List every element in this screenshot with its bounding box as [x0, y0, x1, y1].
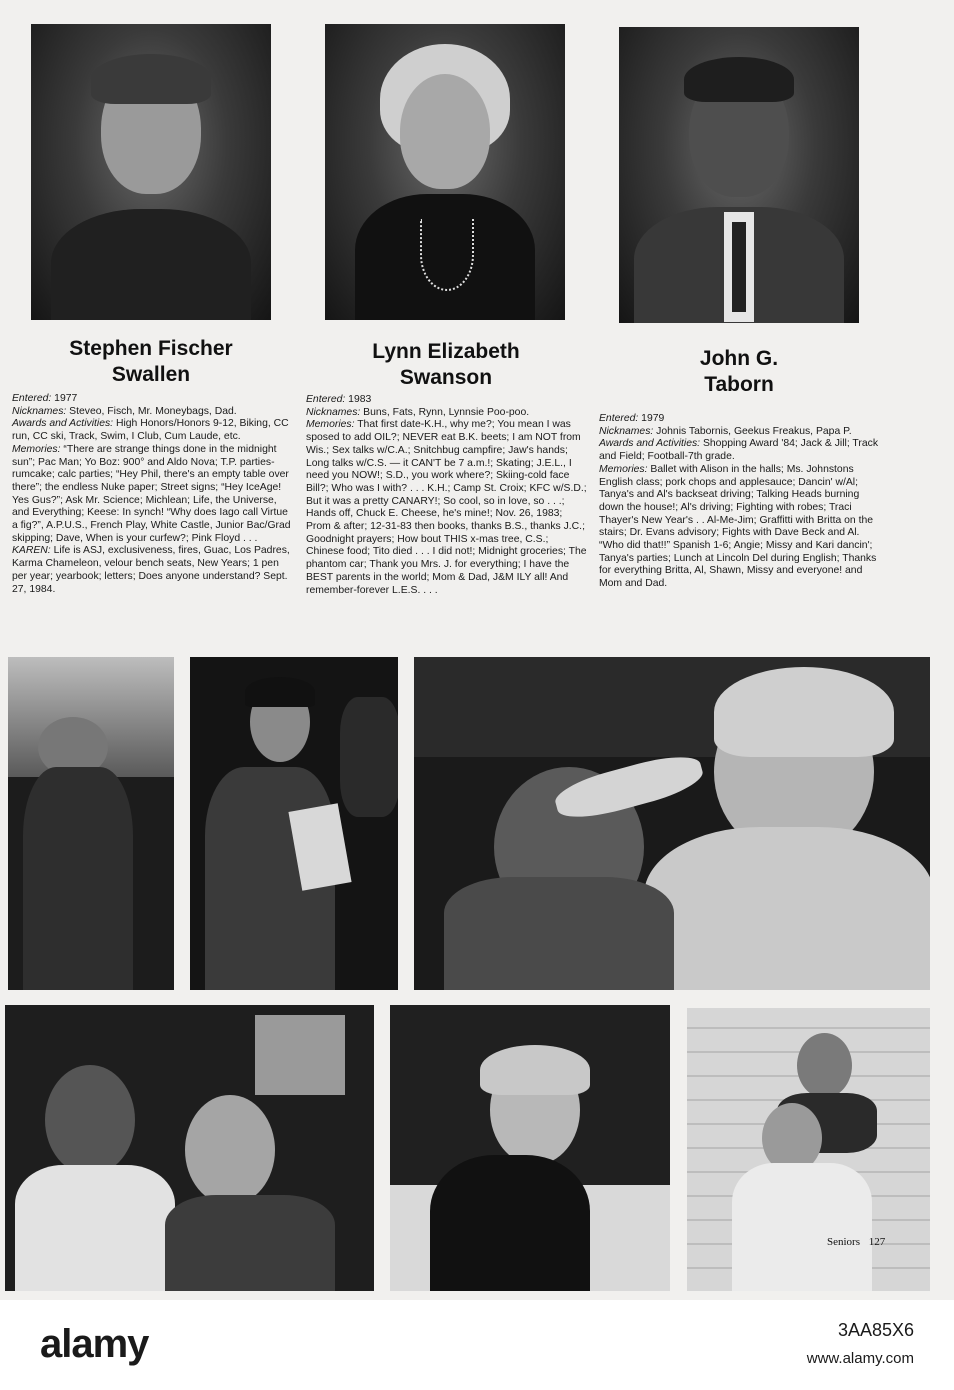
candid-photo-girl-covering-face	[414, 657, 930, 990]
bio-swallen	[12, 393, 294, 596]
student-name-swanson	[316, 339, 576, 391]
first-name: Lynn Elizabeth	[372, 340, 520, 363]
awards-line: Awards and Activities: High Honors/Honors 9-12, Biking, CC run, CC ski, Track, Swim, I Club, Cum Laude, etc.	[12, 418, 289, 443]
student-name-swallen	[31, 336, 271, 388]
bio-swanson	[306, 394, 588, 597]
first-name: Stephen Fischer	[69, 337, 233, 360]
awards-line: Awards and Activities: Shopping Award '84; Jack & Jill; Track and Field; Football-7th grade.	[599, 438, 879, 463]
entered-line: Entered: 1979	[599, 413, 665, 424]
candid-photo-boy-with-books	[190, 657, 398, 990]
nicknames-line: Nicknames: Buns, Fats, Rynn, Lynnsie Poo-poo.	[306, 406, 530, 418]
alamy-logo: alamy	[40, 1322, 149, 1366]
first-name: John G.	[699, 347, 779, 370]
page-number: 127	[868, 1236, 886, 1248]
entered-line: Entered: 1983	[306, 394, 372, 405]
candid-photo-boy-in-bowtie	[5, 1005, 374, 1291]
candid-photo-girl-smiling	[390, 1005, 670, 1291]
stock-footer	[0, 1300, 954, 1390]
karen-line: KAREN: Life is ASJ, exclusiveness, fires, Guac, Los Padres, Karma Chameleon, velour bench seats, New Years; 1 pen per year; yearbook; letters; Does anyone understand? Sept. 27, 1984.	[12, 545, 290, 595]
image-id: 3AA85X6	[837, 1320, 914, 1340]
memories-line: Memories: That first date-K.H., why me?; You mean I was sposed to add OIL?; NEVER eat B.K. beets; I am NOT from Wis.; Sex talks w/C.A.; Snitchbug campfire; Jaw's hands; Long talks w/C.S. — it CAN'T be 7 a.m.!; Skating; J.E.L., I need you NOW!; S.D., you work where?; Skiing-cold face Bill?; Who was I with? . . . K.H.; Camp St. Croix; KFC w/S.D.; But it was a pretty CANARY!; So cool, so in love, so . . .; Hands off, Chuck E. Cheese, he's mine!; Nov. 26, 1983; Prom & after; 12-31-83 then books, thanks B.S., thanks J.C.; Goodnight prayers; How bout THIS x-mas tree, C.S.; Chinese food; Tito died . . . I did not!; Midnight groceries; The phantom car; Thank you Mrs. J. for everything; I have the BEST parents in the world; Mom & Dad, J&M ILY all! And remember-forever L.E.S. . . .	[306, 419, 587, 596]
portrait-photo-stephen-swallen	[31, 24, 271, 320]
student-name-taborn	[619, 346, 859, 398]
memories-line: Memories: “There are strange things done in the midnight sun”; Pac Man; Yo Boz: 900° and Aldo Nova; T.P. parties-rumcake; calc parties; “Hey Phil, there's an empty table over there”; the endless Nuke paper; Street signs; “Hey IceAge! Yes Gus?”; Ask Mr. Science; Michlean; Life, the Universe, and Everything; Keese: In synch! “Why does Iago call Virtue a fig?”, A.P.U.S., French Play, White Castle, Junior Bac/Grad skipping; Dave, When is your curfew?; Pink Floyd . . .	[12, 443, 291, 544]
entered-line: Entered: 1977	[12, 393, 78, 404]
site-url: www.alamy.com	[806, 1350, 914, 1367]
memories-line: Memories: Ballet with Alison in the halls; Ms. Johnstons English class; pork chops and applesauce; Dancin' w/Al; Tanya's and Al's backseat driving; Talking Heads burning down the house!; Al's driving; Fighting with robes; Traci Thayer's New Year's . . Al-Me-Jim; Graffitti with Britta on the stairs; Dr. Evans advisory; Fights with Dave Beck and Al. “Who did that!!” Spanish 1-6; Angie; Missy and Kari dancin'; Tanya's parties; Lunch at Lincoln Del during English; Thanks for everything Britta, Al, Shawn, Missy and everyone! and Mom and Dad.	[599, 463, 877, 590]
section-caption: Seniors	[827, 1236, 860, 1248]
last-name: Swanson	[399, 366, 493, 389]
candid-photo-boy-in-cap	[8, 657, 174, 990]
candid-photo-piggyback	[687, 1008, 930, 1291]
bio-taborn	[599, 413, 881, 591]
nicknames-line: Nicknames: Steveo, Fisch, Mr. Moneybags, Dad.	[12, 405, 237, 417]
last-name: Swallen	[111, 363, 191, 386]
portrait-photo-john-taborn	[619, 27, 859, 323]
last-name: Taborn	[704, 373, 774, 396]
nicknames-line: Nicknames: Johnis Tabornis, Geekus Freakus, Papa P.	[599, 425, 852, 437]
portrait-photo-lynn-swanson	[325, 24, 565, 320]
